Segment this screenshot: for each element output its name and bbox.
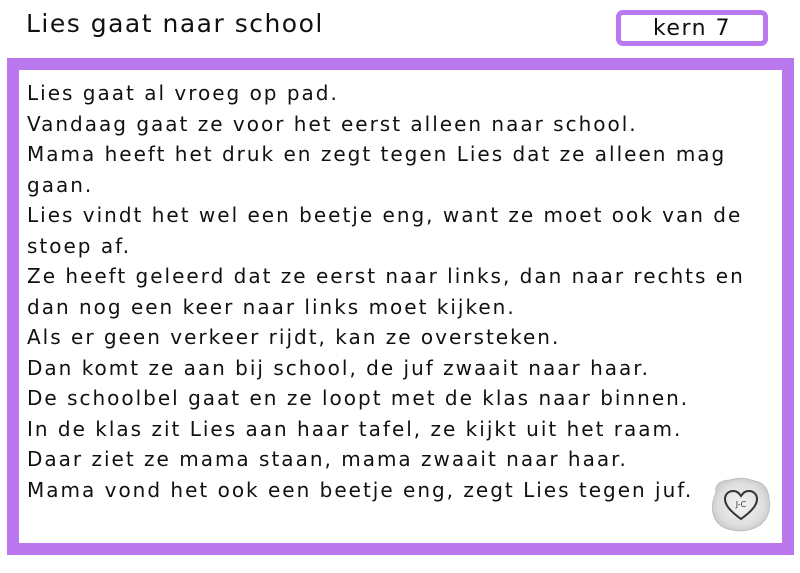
story-line: dan nog een keer naar links moet kijken. <box>27 294 516 319</box>
story-line: Mama vond het ook een beetje eng, zegt Lies tegen juf. <box>27 477 694 502</box>
story-line: In de klas zit Lies aan haar tafel, ze kijkt uit het raam. <box>27 416 683 441</box>
story-line: De schoolbel gaat en ze loopt met de klas naar binnen. <box>27 386 690 410</box>
page-title: Lies gaat naar school <box>26 9 324 38</box>
story-line: stoep af. <box>27 233 132 258</box>
story-line: gaan. <box>27 172 94 197</box>
level-badge-label: kern 7 <box>652 15 732 41</box>
story-line: Ze heeft geleerd dat ze eerst naar links, dan naar rechts en <box>27 264 745 288</box>
logo-text: J-C <box>735 500 747 509</box>
story-line: Daar ziet ze mama staan, mama zwaait naar haar. <box>27 447 628 471</box>
story-line: Vandaag gaat ze voor het eerst alleen naar school. <box>27 111 638 136</box>
story-line: Dan komt ze aan bij school, de juf zwaait naar haar. <box>27 355 650 380</box>
level-badge <box>616 10 768 46</box>
story-line: Als er geen verkeer rijdt, kan ze oversteken. <box>27 325 561 349</box>
story-text <box>27 78 745 505</box>
author-logo <box>708 475 774 535</box>
story-line: Mama heeft het druk en zegt tegen Lies dat ze alleen mag <box>27 142 727 166</box>
story-line: Lies gaat al vroeg op pad. <box>27 81 339 105</box>
story-line: Lies vindt het wel een beetje eng, want ze moet ook van de <box>27 203 743 227</box>
